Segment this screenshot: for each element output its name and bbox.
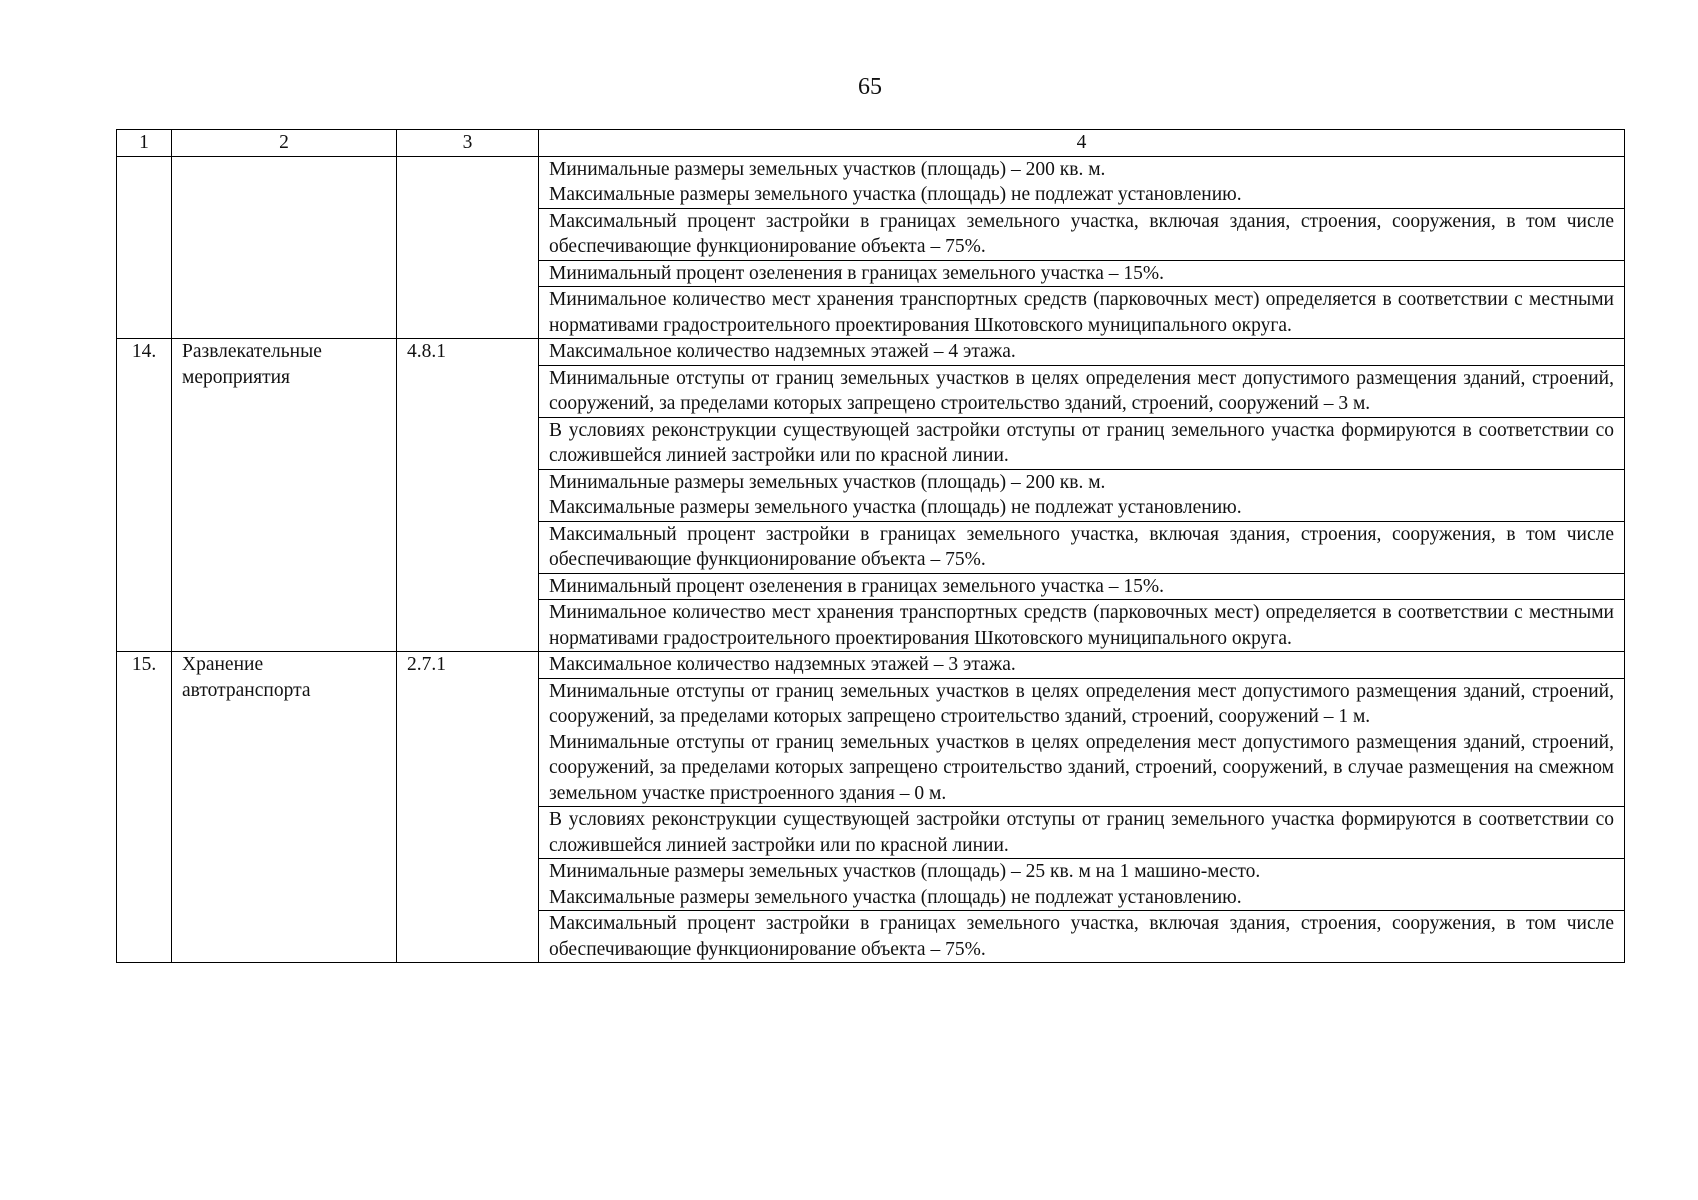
name-cell: Развлекательные мероприятия [172,339,397,652]
table-row [117,652,1625,679]
code-cell: 4.8.1 [397,339,539,652]
parameter-text: Максимальный процент застройки в границах земельного участка, включая здания, строения, сооружения, в том числе обеспечивающие функционирование объекта – 75%. [549,210,1614,257]
parameter-text: Максимальные размеры земельного участка (площадь) не подлежат установлению. [549,184,1242,205]
parameter-text: Минимальные размеры земельных участков (площадь) – 200 кв. м. [549,158,1106,180]
parameter-text: Максимальное количество надземных этажей – 3 этажа. [549,654,1016,675]
parameter-text: Максимальные размеры земельного участка (площадь) не подлежат установлению. [549,497,1242,518]
parameter-text: Максимальное количество надземных этажей – 4 этажа. [549,341,1016,362]
zoning-parameters-table [116,129,1625,963]
parameter-cell [539,652,1625,679]
name-cell: Хранение автотранспорта [172,652,397,963]
parameter-text: В условиях реконструкции существующей застройки отступы от границ земельного участка формируются в соответствии со сложившейся линией застройки или по красной линии. [549,419,1614,466]
parameter-text: Минимальный процент озеленения в границах земельного участка – 15%. [549,575,1165,597]
number-cell [117,156,172,339]
parameter-cell [539,807,1625,859]
parameter-cell [539,678,1625,807]
parameter-text: Минимальные отступы от границ земельных участков в целях определения мест допустимого размещения зданий, строений, сооружений, за пределами которых запрещено строительство зданий, строений, сооружений – 3 м. [549,367,1614,414]
parameter-cell [539,417,1625,469]
number-cell: 15. [117,652,172,963]
code-cell: 2.7.1 [397,652,539,963]
parameter-cell [539,156,1625,208]
parameter-cell [539,365,1625,417]
name-cell [172,156,397,339]
parameter-text: Максимальный процент застройки в границах земельного участка, включая здания, строения, сооружения, в том числе обеспечивающие функционирование объекта – 75%. [549,523,1614,570]
parameter-text: Максимальный процент застройки в границах земельного участка, включая здания, строения, сооружения, в том числе обеспечивающие функционирование объекта – 75%. [549,913,1614,960]
parameter-cell [539,469,1625,521]
parameter-text: Минимальные размеры земельных участков (площадь) – 200 кв. м. [549,471,1106,493]
parameter-text: В условиях реконструкции существующей застройки отступы от границ земельного участка формируются в соответствии со сложившейся линией застройки или по красной линии. [549,809,1614,856]
header-cell-2: 2 [172,130,397,157]
parameter-text: Минимальные отступы от границ земельных участков в целях определения мест допустимого размещения зданий, строений, сооружений, за пределами которых запрещено строительство зданий, строений, сооружений – 1 м. [549,680,1614,727]
parameter-text: Минимальные отступы от границ земельных участков в целях определения мест допустимого размещения зданий, строений, сооружений, за пределами которых запрещено строительство зданий, строений, сооружений, в случае размещения на смежном земельном участке пристроенного здания – 0 м. [549,731,1614,804]
parameter-text: Максимальные размеры земельного участка (площадь) не подлежат установлению. [549,886,1242,908]
table-row [117,339,1625,366]
parameter-text: Минимальные размеры земельных участков (площадь) – 25 кв. м на 1 машино-место. [549,861,1261,882]
header-cell-1: 1 [117,130,172,157]
parameter-cell [539,260,1625,287]
parameter-cell [539,600,1625,652]
table-row [117,156,1625,208]
parameter-cell [539,573,1625,600]
parameter-cell [539,521,1625,573]
table-header-row [117,130,1625,157]
parameter-text: Минимальный процент озеленения в границах земельного участка – 15%. [549,262,1165,284]
parameter-text: Минимальное количество мест хранения транспортных средств (парковочных мест) определяется в соответствии с местными нормативами градостроительного проектирования Шкотовского муниципального округа. [549,289,1614,336]
parameter-cell [539,208,1625,260]
parameter-cell [539,911,1625,963]
parameter-cell [539,287,1625,339]
page-number: 65 [858,74,882,100]
parameter-cell [539,339,1625,366]
code-cell [397,156,539,339]
parameter-text: Минимальное количество мест хранения транспортных средств (парковочных мест) определяется в соответствии с местными нормативами градостроительного проектирования Шкотовского муниципального округа. [549,602,1614,649]
header-cell-3: 3 [397,130,539,157]
header-cell-4: 4 [539,130,1625,157]
number-cell: 14. [117,339,172,652]
parameter-cell [539,859,1625,911]
